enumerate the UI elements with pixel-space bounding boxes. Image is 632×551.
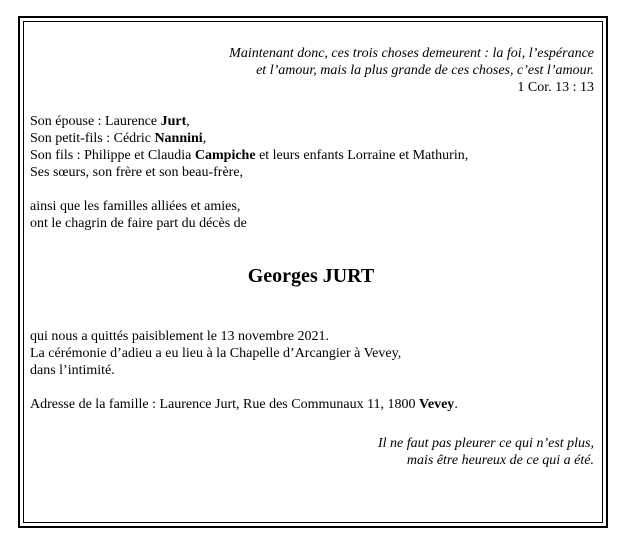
epigraph-reference: 1 Cor. 13 : 13: [517, 80, 594, 95]
intro-line-1: ainsi que les familles alliées et amies,: [30, 199, 241, 214]
epigraph: [28, 45, 594, 96]
details-line-2: La cérémonie d’adieu a eu lieu à la Chapelle d’Arcangier à Vevey,: [30, 346, 402, 361]
announcement-intro: [28, 198, 594, 232]
deceased-name: Georges JURT: [247, 265, 375, 287]
grandson-surname: Nannini: [154, 131, 203, 146]
closing-quote-line-2: mais être heureux de ce qui a été.: [406, 453, 594, 468]
spouse-surname: Jurt: [160, 114, 187, 129]
epigraph-line-2: et l’amour, mais la plus grande de ces choses, c’est l’amour.: [256, 63, 594, 78]
family-son: [30, 147, 594, 164]
passing-details: [28, 328, 594, 379]
family-address: [28, 396, 594, 413]
spouse-suffix: ,: [186, 114, 190, 129]
address-suffix: .: [454, 397, 458, 412]
family-siblings: Ses sœurs, son frère et son beau-frère,: [30, 165, 244, 180]
closing-quote: [28, 435, 594, 469]
epigraph-line-1: Maintenant donc, ces trois choses demeurent : la foi, l’espérance: [229, 46, 594, 61]
address-city: Vevey: [419, 397, 455, 412]
son-surname: Campiche: [194, 148, 256, 163]
grandson-suffix: ,: [202, 131, 207, 146]
family-list: [28, 113, 594, 181]
son-suffix: et leurs enfants Lorraine et Mathurin,: [255, 148, 469, 163]
details-line-1: qui nous a quittés paisiblement le 13 novembre 2021.: [30, 329, 330, 344]
spouse-prefix: Son épouse : Laurence: [30, 114, 161, 129]
grandson-prefix: Son petit-fils : Cédric: [30, 131, 155, 146]
address-line: [30, 396, 594, 413]
death-notice: [28, 28, 594, 469]
son-prefix: Son fils : Philippe et Claudia: [30, 148, 195, 163]
intro-line-2: ont le chagrin de faire part du décès de: [30, 216, 247, 231]
closing-quote-line-1: Il ne faut pas pleurer ce qui n’est plus,: [377, 436, 594, 451]
details-line-3: dans l’intimité.: [30, 363, 115, 378]
family-spouse: [30, 113, 594, 130]
address-prefix: Adresse de la famille : Laurence Jurt, Rue des Communaux 11, 1800: [30, 397, 420, 412]
family-grandson: [30, 130, 594, 147]
